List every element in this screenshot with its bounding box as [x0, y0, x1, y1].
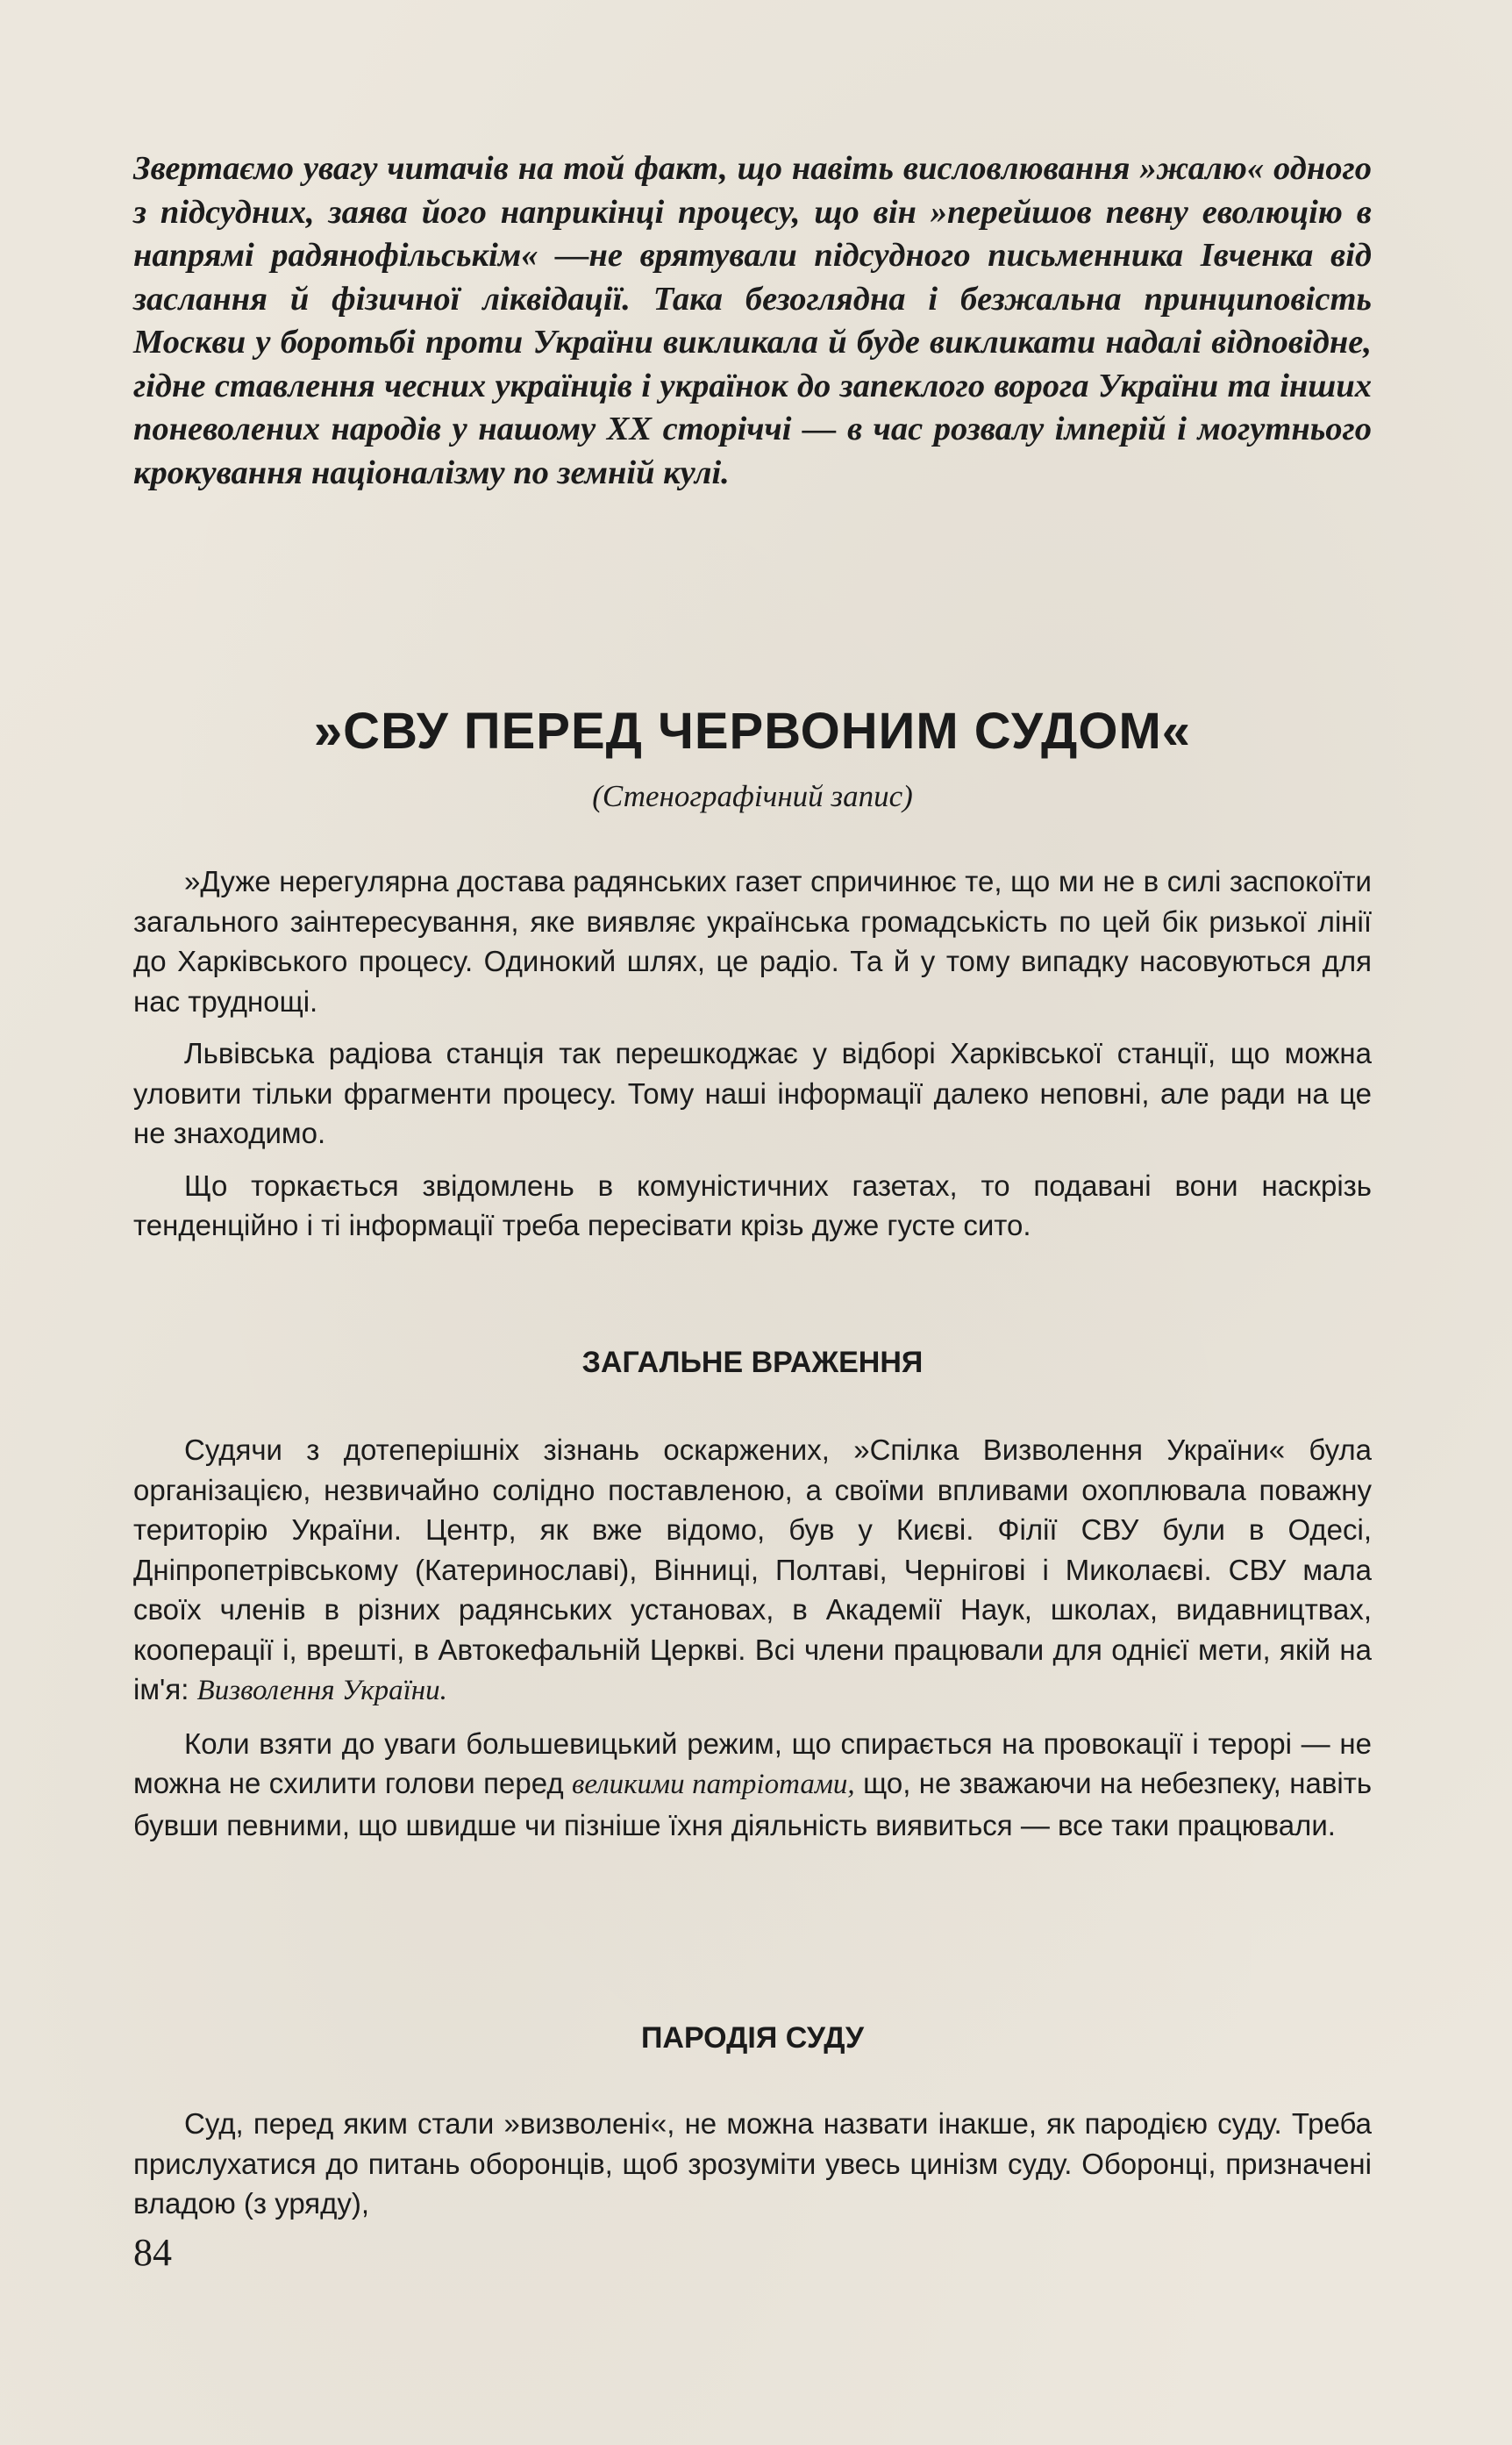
- paragraph: [133, 1430, 1372, 1712]
- paragraph: [133, 1724, 1372, 1846]
- section-heading-trial-parody: ПАРОДІЯ СУДУ: [640, 2021, 865, 2055]
- paragraph-text: що, не зважаючи на небезпеку, навіть бувши певними, що швидше чи пізніше їхня діяльність виявиться — все таки працювали.: [133, 1767, 1373, 1841]
- paragraph: Львівська радіова станція так перешкоджає у відборі Харківської станції, що можна уловити тільки фрагменти процесу. Тому наші інформації далеко неповні, але ради на це не знаходимо.: [133, 1037, 1372, 1149]
- chapter-title: »СВУ ПЕРЕД ЧЕРВОНИМ СУДОМ«: [313, 703, 1192, 760]
- intro-paragraph: Звертаємо увагу читачів на той факт, що навіть висловлювання »жалю« одного з підсудних, заява його наприкінці процесу, що він »перейшов певну еволюцію в напрямі радянофільськім« —не врятували підсудного письменника Івченка від заслання й фізичної ліквідації. Така безоглядна і безжальна принциповість Москви у боротьбі проти України викликала й буде викликати надалі відповідне, гідне ставлення чесних українців і українок до запеклого ворога України та інших поневолених народів у нашому XX сторіччі — в час розвалу імперій і могутнього крокування націоналізму по земній кулі.: [133, 150, 1372, 491]
- section-news-coverage: [133, 861, 1372, 1258]
- paragraph-text: Судячи з дотеперішніх зізнань оскаржених, »Спілка Визволення України« була організацією, незвичайно солідно поставленою, а своїми впливами охоплювала поважну територію України. Центр, як вже відомо, був у Києві. Філії СВУ були в Одесі, Дніпропетрівському (Катеринославі), Вінниці, Полтаві, Чернігові і Миколаєві. СВУ мала своїх членів в різних радянських установах, в Академії Наук, школах, видавництвах, кооперації і, врешті, в Автокефальній Церкві. Всі члени працювали для однієї мети, якій на ім'я:: [133, 1433, 1372, 1705]
- page-number: 84: [133, 2231, 172, 2274]
- section-heading-general-impression: ЗАГАЛЬНЕ ВРАЖЕННЯ: [581, 1346, 924, 1379]
- section-general-impression: [133, 1430, 1372, 1857]
- emphasis-text: великими патріотами,: [572, 1769, 855, 1800]
- paragraph: Що торкається звідомлень в комуністичних газетах, то подавані вони наскрізь тенденційно і ті інформації треба пересівати крізь дуже густе сито.: [133, 1169, 1372, 1241]
- section-trial-parody: [133, 2104, 1372, 2236]
- emphasis-text: Визволення України.: [196, 1675, 447, 1706]
- paragraph-text: Коли взяти до уваги большевицький режим, що спирається на провокації і терорі — не можна не схилити голови перед: [133, 1727, 1372, 1799]
- chapter-subtitle: (Стенографічний запис): [592, 779, 913, 813]
- paragraph: »Дуже нерегулярна достава радянських газет спричинює те, що ми не в силі заспокоїти загального заінтересування, яке виявляє українська громадськість по цей бік ризької лінії до Харківського процесу. Одинокий шлях, це радіо. Та й у тому випадку насовуються для нас труднощі.: [133, 865, 1372, 1018]
- paragraph: Суд, перед яким стали »визволені«, не можна назвати інакше, як пародією суду. Треба прислухатися до питань оборонців, щоб зрозуміти увесь цинізм суду. Оборонці, призначені владою (з уряду),: [133, 2107, 1372, 2220]
